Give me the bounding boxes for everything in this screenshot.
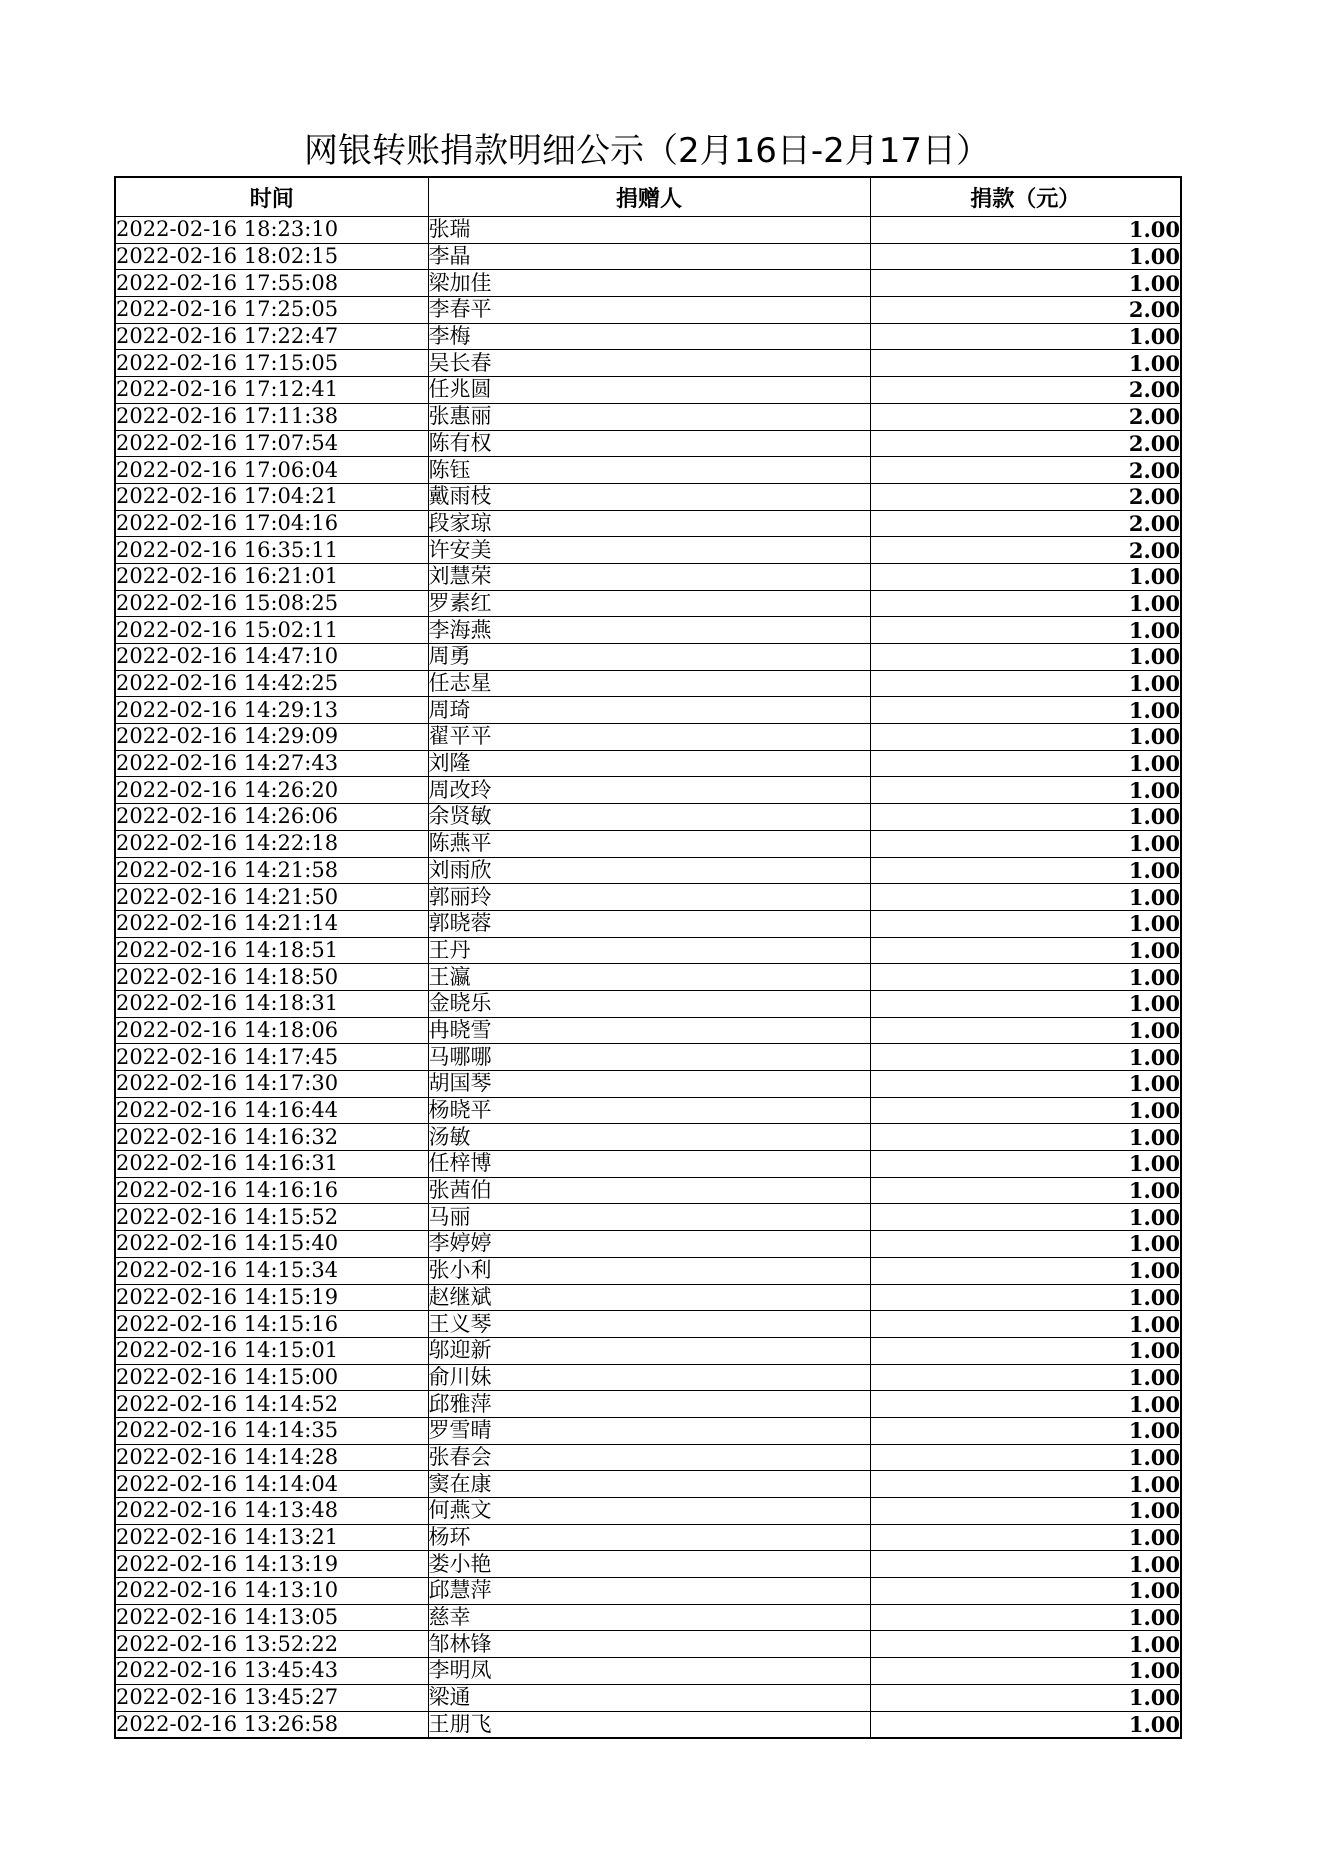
- table-row: [115, 1604, 1181, 1631]
- cell-time: 2022-02-16 13:52:22: [115, 1631, 428, 1658]
- table-row: [115, 1658, 1181, 1685]
- cell-time: 2022-02-16 16:21:01: [115, 563, 428, 590]
- cell-amount: 1.00: [870, 1524, 1181, 1551]
- table-row: [115, 1711, 1181, 1738]
- cell-amount: 1.00: [870, 750, 1181, 777]
- cell-donor: 余贤敏: [428, 804, 870, 831]
- cell-time: 2022-02-16 14:27:43: [115, 750, 428, 777]
- table-row: [115, 777, 1181, 804]
- cell-amount: 1.00: [870, 857, 1181, 884]
- cell-time: 2022-02-16 14:14:52: [115, 1391, 428, 1418]
- cell-time: 2022-02-16 14:14:04: [115, 1471, 428, 1498]
- cell-amount: 1.00: [870, 964, 1181, 991]
- cell-donor: 李明凤: [428, 1658, 870, 1685]
- cell-amount: 1.00: [870, 1044, 1181, 1071]
- table-row: [115, 590, 1181, 617]
- cell-time: 2022-02-16 18:02:15: [115, 243, 428, 270]
- table-row: [115, 964, 1181, 991]
- cell-amount: 1.00: [870, 777, 1181, 804]
- cell-donor: 邱雅萍: [428, 1391, 870, 1418]
- cell-donor: 俞川妹: [428, 1364, 870, 1391]
- cell-time: 2022-02-16 14:13:10: [115, 1578, 428, 1605]
- cell-donor: 任兆圆: [428, 377, 870, 404]
- cell-time: 2022-02-16 14:21:14: [115, 910, 428, 937]
- table-row: [115, 1337, 1181, 1364]
- cell-donor: 许安美: [428, 537, 870, 564]
- cell-time: 2022-02-16 16:35:11: [115, 537, 428, 564]
- cell-amount: 1.00: [870, 884, 1181, 911]
- table-row: [115, 1231, 1181, 1258]
- cell-time: 2022-02-16 14:26:06: [115, 804, 428, 831]
- cell-donor: 窦在康: [428, 1471, 870, 1498]
- cell-time: 2022-02-16 14:17:45: [115, 1044, 428, 1071]
- table-row: [115, 297, 1181, 324]
- cell-donor: 王瀛: [428, 964, 870, 991]
- column-header-amount: 捐款（元）: [870, 177, 1181, 217]
- cell-amount: 2.00: [870, 483, 1181, 510]
- cell-amount: 1.00: [870, 1177, 1181, 1204]
- cell-donor: 陈燕平: [428, 830, 870, 857]
- cell-donor: 张小利: [428, 1257, 870, 1284]
- cell-amount: 1.00: [870, 1257, 1181, 1284]
- cell-amount: 2.00: [870, 297, 1181, 324]
- cell-donor: 张茜伯: [428, 1177, 870, 1204]
- cell-time: 2022-02-16 15:02:11: [115, 617, 428, 644]
- table-row: [115, 1071, 1181, 1098]
- table-row: [115, 1578, 1181, 1605]
- cell-amount: 1.00: [870, 1151, 1181, 1178]
- table-row: [115, 830, 1181, 857]
- cell-time: 2022-02-16 14:16:32: [115, 1124, 428, 1151]
- table-row: [115, 617, 1181, 644]
- cell-amount: 1.00: [870, 1711, 1181, 1738]
- cell-donor: 慈幸: [428, 1604, 870, 1631]
- table-row: [115, 670, 1181, 697]
- cell-amount: 1.00: [870, 1017, 1181, 1044]
- table-body: [115, 217, 1181, 1739]
- table-row: [115, 350, 1181, 377]
- cell-amount: 1.00: [870, 270, 1181, 297]
- cell-time: 2022-02-16 17:11:38: [115, 403, 428, 430]
- cell-time: 2022-02-16 14:13:05: [115, 1604, 428, 1631]
- table-row: [115, 377, 1181, 404]
- cell-donor: 金晓乐: [428, 990, 870, 1017]
- cell-donor: 汤敏: [428, 1124, 870, 1151]
- cell-time: 2022-02-16 14:15:19: [115, 1284, 428, 1311]
- cell-time: 2022-02-16 14:17:30: [115, 1071, 428, 1098]
- cell-donor: 张惠丽: [428, 403, 870, 430]
- cell-time: 2022-02-16 17:55:08: [115, 270, 428, 297]
- cell-donor: 吴长春: [428, 350, 870, 377]
- cell-time: 2022-02-16 14:14:28: [115, 1444, 428, 1471]
- table-row: [115, 1524, 1181, 1551]
- cell-donor: 刘隆: [428, 750, 870, 777]
- cell-donor: 赵继斌: [428, 1284, 870, 1311]
- cell-amount: 1.00: [870, 1364, 1181, 1391]
- cell-amount: 1.00: [870, 804, 1181, 831]
- table-row: [115, 1284, 1181, 1311]
- cell-amount: 1.00: [870, 990, 1181, 1017]
- cell-time: 2022-02-16 17:12:41: [115, 377, 428, 404]
- cell-donor: 任梓博: [428, 1151, 870, 1178]
- cell-time: 2022-02-16 14:13:48: [115, 1498, 428, 1525]
- cell-time: 2022-02-16 14:29:09: [115, 724, 428, 751]
- cell-time: 2022-02-16 18:23:10: [115, 217, 428, 244]
- cell-donor: 任志星: [428, 670, 870, 697]
- table-row: [115, 510, 1181, 537]
- cell-donor: 杨环: [428, 1524, 870, 1551]
- cell-time: 2022-02-16 14:16:31: [115, 1151, 428, 1178]
- cell-donor: 邱慧萍: [428, 1578, 870, 1605]
- table-row: [115, 1257, 1181, 1284]
- cell-amount: 1.00: [870, 1551, 1181, 1578]
- cell-donor: 郭丽玲: [428, 884, 870, 911]
- cell-donor: 梁通: [428, 1684, 870, 1711]
- cell-time: 2022-02-16 14:15:52: [115, 1204, 428, 1231]
- cell-amount: 1.00: [870, 1471, 1181, 1498]
- cell-time: 2022-02-16 14:15:00: [115, 1364, 428, 1391]
- cell-donor: 王朋飞: [428, 1711, 870, 1738]
- table-row: [115, 750, 1181, 777]
- cell-donor: 马丽: [428, 1204, 870, 1231]
- cell-time: 2022-02-16 14:15:40: [115, 1231, 428, 1258]
- table-row: [115, 563, 1181, 590]
- cell-time: 2022-02-16 14:18:51: [115, 937, 428, 964]
- cell-time: 2022-02-16 14:42:25: [115, 670, 428, 697]
- cell-amount: 2.00: [870, 403, 1181, 430]
- table-row: [115, 537, 1181, 564]
- table-row: [115, 724, 1181, 751]
- cell-donor: 娄小艳: [428, 1551, 870, 1578]
- table-row: [115, 323, 1181, 350]
- cell-amount: 1.00: [870, 644, 1181, 671]
- cell-amount: 1.00: [870, 1444, 1181, 1471]
- cell-time: 2022-02-16 13:45:43: [115, 1658, 428, 1685]
- cell-amount: 1.00: [870, 937, 1181, 964]
- cell-amount: 1.00: [870, 1658, 1181, 1685]
- table-row: [115, 1017, 1181, 1044]
- table-row: [115, 430, 1181, 457]
- header-row: [115, 177, 1181, 217]
- cell-time: 2022-02-16 14:22:18: [115, 830, 428, 857]
- donation-table: [114, 176, 1182, 1739]
- cell-amount: 1.00: [870, 1231, 1181, 1258]
- table-row: [115, 884, 1181, 911]
- cell-amount: 1.00: [870, 1071, 1181, 1098]
- table-row: [115, 1551, 1181, 1578]
- cell-amount: 1.00: [870, 350, 1181, 377]
- table-row: [115, 1177, 1181, 1204]
- cell-donor: 陈有权: [428, 430, 870, 457]
- cell-donor: 段家琼: [428, 510, 870, 537]
- cell-time: 2022-02-16 14:15:16: [115, 1311, 428, 1338]
- cell-amount: 1.00: [870, 1417, 1181, 1444]
- cell-amount: 1.00: [870, 724, 1181, 751]
- cell-amount: 1.00: [870, 1124, 1181, 1151]
- table-row: [115, 1684, 1181, 1711]
- cell-time: 2022-02-16 14:21:50: [115, 884, 428, 911]
- cell-time: 2022-02-16 14:13:21: [115, 1524, 428, 1551]
- cell-amount: 1.00: [870, 1498, 1181, 1525]
- table-row: [115, 910, 1181, 937]
- cell-amount: 2.00: [870, 457, 1181, 484]
- cell-amount: 2.00: [870, 430, 1181, 457]
- cell-time: 2022-02-16 14:16:16: [115, 1177, 428, 1204]
- cell-time: 2022-02-16 14:14:35: [115, 1417, 428, 1444]
- cell-amount: 1.00: [870, 1631, 1181, 1658]
- cell-donor: 戴雨枝: [428, 483, 870, 510]
- table-row: [115, 990, 1181, 1017]
- cell-time: 2022-02-16 13:45:27: [115, 1684, 428, 1711]
- cell-donor: 刘雨欣: [428, 857, 870, 884]
- column-header-time: 时间: [115, 177, 428, 217]
- cell-amount: 1.00: [870, 1311, 1181, 1338]
- table-row: [115, 1311, 1181, 1338]
- table-row: [115, 1151, 1181, 1178]
- table-row: [115, 1097, 1181, 1124]
- table-row: [115, 1498, 1181, 1525]
- cell-time: 2022-02-16 15:08:25: [115, 590, 428, 617]
- cell-donor: 周琦: [428, 697, 870, 724]
- cell-donor: 李梅: [428, 323, 870, 350]
- cell-time: 2022-02-16 13:26:58: [115, 1711, 428, 1738]
- cell-donor: 周勇: [428, 644, 870, 671]
- cell-donor: 翟平平: [428, 724, 870, 751]
- table-header: [115, 177, 1181, 217]
- cell-amount: 1.00: [870, 563, 1181, 590]
- cell-time: 2022-02-16 17:15:05: [115, 350, 428, 377]
- cell-time: 2022-02-16 14:21:58: [115, 857, 428, 884]
- cell-time: 2022-02-16 17:06:04: [115, 457, 428, 484]
- cell-amount: 1.00: [870, 1284, 1181, 1311]
- cell-donor: 冉晓雪: [428, 1017, 870, 1044]
- cell-donor: 张瑞: [428, 217, 870, 244]
- cell-amount: 1.00: [870, 323, 1181, 350]
- cell-amount: 1.00: [870, 217, 1181, 244]
- cell-donor: 梁加佳: [428, 270, 870, 297]
- cell-time: 2022-02-16 14:18:06: [115, 1017, 428, 1044]
- cell-amount: 1.00: [870, 697, 1181, 724]
- cell-donor: 李海燕: [428, 617, 870, 644]
- table-row: [115, 1364, 1181, 1391]
- cell-donor: 李晶: [428, 243, 870, 270]
- cell-time: 2022-02-16 17:04:21: [115, 483, 428, 510]
- cell-donor: 罗雪晴: [428, 1417, 870, 1444]
- cell-donor: 李春平: [428, 297, 870, 324]
- cell-amount: 1.00: [870, 243, 1181, 270]
- table-row: [115, 1444, 1181, 1471]
- table-row: [115, 217, 1181, 244]
- cell-donor: 刘慧荣: [428, 563, 870, 590]
- table-row: [115, 270, 1181, 297]
- cell-amount: 1.00: [870, 617, 1181, 644]
- page-title: 网银转账捐款明细公示（2月16日-2月17日）: [303, 131, 991, 171]
- cell-amount: 2.00: [870, 377, 1181, 404]
- cell-amount: 1.00: [870, 910, 1181, 937]
- cell-donor: 杨晓平: [428, 1097, 870, 1124]
- cell-time: 2022-02-16 14:15:01: [115, 1337, 428, 1364]
- cell-time: 2022-02-16 14:13:19: [115, 1551, 428, 1578]
- cell-time: 2022-02-16 14:18:31: [115, 990, 428, 1017]
- cell-donor: 何燕文: [428, 1498, 870, 1525]
- cell-amount: 1.00: [870, 670, 1181, 697]
- table-row: [115, 697, 1181, 724]
- cell-amount: 1.00: [870, 1604, 1181, 1631]
- table-row: [115, 857, 1181, 884]
- cell-time: 2022-02-16 14:16:44: [115, 1097, 428, 1124]
- table-row: [115, 1124, 1181, 1151]
- cell-amount: 1.00: [870, 1204, 1181, 1231]
- table-row: [115, 804, 1181, 831]
- cell-donor: 胡国琴: [428, 1071, 870, 1098]
- table-row: [115, 403, 1181, 430]
- cell-amount: 1.00: [870, 1684, 1181, 1711]
- cell-donor: 李婷婷: [428, 1231, 870, 1258]
- cell-donor: 马哪哪: [428, 1044, 870, 1071]
- cell-time: 2022-02-16 17:04:16: [115, 510, 428, 537]
- table-row: [115, 1471, 1181, 1498]
- cell-donor: 王丹: [428, 937, 870, 964]
- cell-amount: 2.00: [870, 537, 1181, 564]
- cell-time: 2022-02-16 17:07:54: [115, 430, 428, 457]
- cell-amount: 1.00: [870, 1097, 1181, 1124]
- cell-time: 2022-02-16 17:22:47: [115, 323, 428, 350]
- table-row: [115, 1044, 1181, 1071]
- cell-time: 2022-02-16 14:29:13: [115, 697, 428, 724]
- table-row: [115, 1631, 1181, 1658]
- cell-donor: 张春会: [428, 1444, 870, 1471]
- cell-amount: 1.00: [870, 1578, 1181, 1605]
- cell-donor: 王义琴: [428, 1311, 870, 1338]
- cell-amount: 1.00: [870, 830, 1181, 857]
- table-row: [115, 937, 1181, 964]
- cell-donor: 陈钰: [428, 457, 870, 484]
- table-row: [115, 644, 1181, 671]
- cell-amount: 2.00: [870, 510, 1181, 537]
- table-row: [115, 1417, 1181, 1444]
- cell-time: 2022-02-16 14:47:10: [115, 644, 428, 671]
- cell-amount: 1.00: [870, 1337, 1181, 1364]
- cell-amount: 1.00: [870, 590, 1181, 617]
- column-header-donor: 捐赠人: [428, 177, 870, 217]
- cell-donor: 邬迎新: [428, 1337, 870, 1364]
- cell-donor: 周改玲: [428, 777, 870, 804]
- table-row: [115, 457, 1181, 484]
- table-row: [115, 1204, 1181, 1231]
- cell-time: 2022-02-16 14:15:34: [115, 1257, 428, 1284]
- table-row: [115, 1391, 1181, 1418]
- cell-donor: 郭晓蓉: [428, 910, 870, 937]
- table-row: [115, 483, 1181, 510]
- cell-time: 2022-02-16 14:26:20: [115, 777, 428, 804]
- cell-donor: 罗素红: [428, 590, 870, 617]
- table-row: [115, 243, 1181, 270]
- cell-time: 2022-02-16 14:18:50: [115, 964, 428, 991]
- cell-donor: 邹林锋: [428, 1631, 870, 1658]
- cell-amount: 1.00: [870, 1391, 1181, 1418]
- cell-time: 2022-02-16 17:25:05: [115, 297, 428, 324]
